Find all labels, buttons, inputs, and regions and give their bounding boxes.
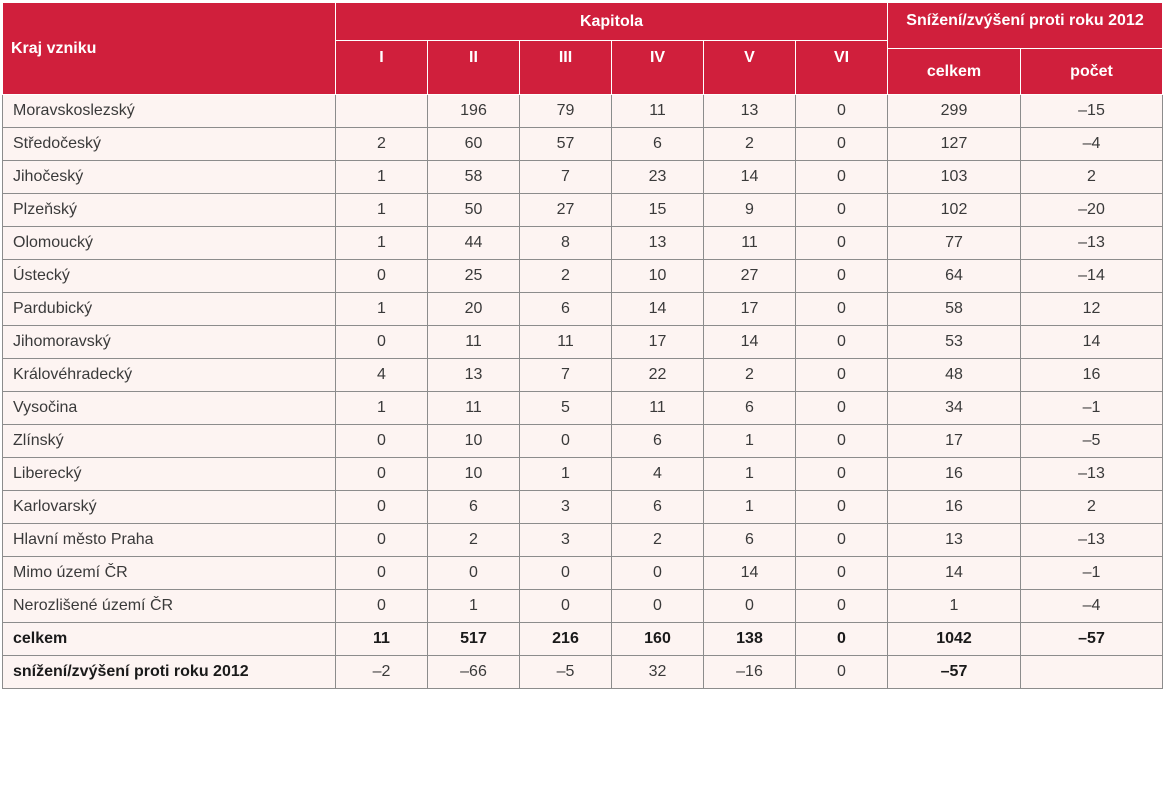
table-cell: 20 bbox=[428, 293, 520, 326]
table-cell: 53 bbox=[888, 326, 1021, 359]
table-cell: –5 bbox=[520, 656, 612, 689]
table-cell: 0 bbox=[796, 359, 888, 392]
table-cell: 0 bbox=[796, 392, 888, 425]
table-cell: 11 bbox=[612, 95, 704, 128]
table-cell: 11 bbox=[520, 326, 612, 359]
table-cell: –1 bbox=[1021, 557, 1163, 590]
table-cell: 10 bbox=[428, 425, 520, 458]
header-snizeni-zvyseni: Snížení/zvýšení proti roku 2012 bbox=[888, 3, 1163, 49]
table-row bbox=[3, 293, 1163, 326]
table-cell: 14 bbox=[1021, 326, 1163, 359]
table-cell: –20 bbox=[1021, 194, 1163, 227]
table-cell: 216 bbox=[520, 623, 612, 656]
table-cell: 0 bbox=[336, 458, 428, 491]
header-chapter-ii: II bbox=[428, 41, 520, 95]
table-cell: 0 bbox=[796, 524, 888, 557]
table-cell: 0 bbox=[336, 326, 428, 359]
table-cell: 3 bbox=[520, 524, 612, 557]
table-cell bbox=[336, 95, 428, 128]
table-cell: –13 bbox=[1021, 227, 1163, 260]
table-cell: 11 bbox=[704, 227, 796, 260]
table-cell: 77 bbox=[888, 227, 1021, 260]
table-cell: 15 bbox=[612, 194, 704, 227]
table-cell: 79 bbox=[520, 95, 612, 128]
row-label: celkem bbox=[3, 623, 336, 656]
table-cell: 1 bbox=[336, 392, 428, 425]
header-chapter-i: I bbox=[336, 41, 428, 95]
table-cell: 14 bbox=[704, 557, 796, 590]
table-cell: 0 bbox=[796, 425, 888, 458]
table-cell: 0 bbox=[796, 590, 888, 623]
header-chapter-vi: VI bbox=[796, 41, 888, 95]
table-cell: 10 bbox=[612, 260, 704, 293]
row-label: Plzeňský bbox=[3, 194, 336, 227]
table-cell: 16 bbox=[888, 458, 1021, 491]
table-header bbox=[3, 3, 1163, 95]
table-cell: 160 bbox=[612, 623, 704, 656]
table-cell: 27 bbox=[704, 260, 796, 293]
kraj-chapter-table bbox=[2, 2, 1163, 689]
table-body bbox=[3, 95, 1163, 689]
table-cell: 2 bbox=[428, 524, 520, 557]
table-cell: 0 bbox=[796, 491, 888, 524]
table-cell: 6 bbox=[612, 425, 704, 458]
table-cell: –4 bbox=[1021, 590, 1163, 623]
table-cell: 0 bbox=[796, 293, 888, 326]
table-cell: 48 bbox=[888, 359, 1021, 392]
header-pocet: počet bbox=[1021, 49, 1163, 95]
table-cell: 0 bbox=[428, 557, 520, 590]
table-cell: 12 bbox=[1021, 293, 1163, 326]
row-label: Moravskoslezský bbox=[3, 95, 336, 128]
table-cell: 11 bbox=[336, 623, 428, 656]
table-cell: 14 bbox=[704, 161, 796, 194]
table-cell: 23 bbox=[612, 161, 704, 194]
table-cell: 2 bbox=[336, 128, 428, 161]
table-row bbox=[3, 590, 1163, 623]
table-cell: 299 bbox=[888, 95, 1021, 128]
table-cell: 17 bbox=[704, 293, 796, 326]
table-cell: 60 bbox=[428, 128, 520, 161]
table-cell: 1 bbox=[704, 458, 796, 491]
row-label: Jihočeský bbox=[3, 161, 336, 194]
table-cell: 44 bbox=[428, 227, 520, 260]
table-cell: 0 bbox=[796, 326, 888, 359]
table-cell: 16 bbox=[888, 491, 1021, 524]
table-cell: –14 bbox=[1021, 260, 1163, 293]
table-cell: 14 bbox=[888, 557, 1021, 590]
table-cell: 6 bbox=[520, 293, 612, 326]
row-label: Mimo území ČR bbox=[3, 557, 336, 590]
table-cell: 6 bbox=[612, 491, 704, 524]
table-cell: –5 bbox=[1021, 425, 1163, 458]
table-cell: 5 bbox=[520, 392, 612, 425]
table-cell: –4 bbox=[1021, 128, 1163, 161]
table-cell: 127 bbox=[888, 128, 1021, 161]
table-cell: 0 bbox=[520, 425, 612, 458]
table-cell: 0 bbox=[796, 194, 888, 227]
table-cell: 0 bbox=[336, 557, 428, 590]
table-cell: 11 bbox=[428, 392, 520, 425]
table-cell: 0 bbox=[796, 557, 888, 590]
table-cell: 0 bbox=[612, 590, 704, 623]
table-cell: 103 bbox=[888, 161, 1021, 194]
table-cell: 1 bbox=[336, 194, 428, 227]
table-cell: 0 bbox=[796, 623, 888, 656]
row-label: Vysočina bbox=[3, 392, 336, 425]
table-cell: 0 bbox=[336, 260, 428, 293]
table-cell: 32 bbox=[612, 656, 704, 689]
table-row bbox=[3, 524, 1163, 557]
header-kraj-vzniku: Kraj vzniku bbox=[3, 3, 336, 95]
header-celkem: celkem bbox=[888, 49, 1021, 95]
table-cell: –66 bbox=[428, 656, 520, 689]
table-cell: 57 bbox=[520, 128, 612, 161]
table-cell: –2 bbox=[336, 656, 428, 689]
table-cell: 10 bbox=[428, 458, 520, 491]
table-cell: 64 bbox=[888, 260, 1021, 293]
table-row bbox=[3, 194, 1163, 227]
table-cell: 1 bbox=[704, 491, 796, 524]
row-label: Ústecký bbox=[3, 260, 336, 293]
table-cell: 0 bbox=[520, 590, 612, 623]
row-label: Pardubický bbox=[3, 293, 336, 326]
table-cell: –57 bbox=[888, 656, 1021, 689]
table-cell: 0 bbox=[336, 425, 428, 458]
row-label: snížení/zvýšení proti roku 2012 bbox=[3, 656, 336, 689]
row-label: Liberecký bbox=[3, 458, 336, 491]
change-row bbox=[3, 656, 1163, 689]
table-cell: 1 bbox=[520, 458, 612, 491]
table-cell: 2 bbox=[704, 359, 796, 392]
table-cell: 0 bbox=[612, 557, 704, 590]
row-label: Hlavní město Praha bbox=[3, 524, 336, 557]
table-cell: 2 bbox=[1021, 491, 1163, 524]
table-cell: –13 bbox=[1021, 524, 1163, 557]
table-cell: 14 bbox=[612, 293, 704, 326]
table-row bbox=[3, 392, 1163, 425]
table-cell: 14 bbox=[704, 326, 796, 359]
table-row bbox=[3, 491, 1163, 524]
table-cell: 196 bbox=[428, 95, 520, 128]
header-chapter-v: V bbox=[704, 41, 796, 95]
table-cell: 7 bbox=[520, 161, 612, 194]
table-cell: 517 bbox=[428, 623, 520, 656]
table-cell: –57 bbox=[1021, 623, 1163, 656]
table-cell: 25 bbox=[428, 260, 520, 293]
header-kapitola: Kapitola bbox=[336, 3, 888, 41]
header-chapter-iii: III bbox=[520, 41, 612, 95]
table-cell: 2 bbox=[704, 128, 796, 161]
table-cell: 4 bbox=[336, 359, 428, 392]
table-cell: 2 bbox=[612, 524, 704, 557]
table-cell: 2 bbox=[1021, 161, 1163, 194]
table-cell: 17 bbox=[888, 425, 1021, 458]
table-cell: 1 bbox=[336, 293, 428, 326]
table-cell: 17 bbox=[612, 326, 704, 359]
table-cell: 1 bbox=[428, 590, 520, 623]
table-cell: 138 bbox=[704, 623, 796, 656]
table-cell: –1 bbox=[1021, 392, 1163, 425]
table-cell bbox=[1021, 656, 1163, 689]
row-label: Olomoucký bbox=[3, 227, 336, 260]
table-cell: 13 bbox=[704, 95, 796, 128]
table-row bbox=[3, 458, 1163, 491]
table-cell: 0 bbox=[336, 590, 428, 623]
table-row bbox=[3, 128, 1163, 161]
row-label: Karlovarský bbox=[3, 491, 336, 524]
table-cell: 11 bbox=[612, 392, 704, 425]
table-cell: 34 bbox=[888, 392, 1021, 425]
table-cell: 6 bbox=[704, 524, 796, 557]
table-cell: 6 bbox=[704, 392, 796, 425]
table-cell: 1 bbox=[336, 161, 428, 194]
table-cell: 13 bbox=[612, 227, 704, 260]
table-cell: 27 bbox=[520, 194, 612, 227]
table-cell: –16 bbox=[704, 656, 796, 689]
table-cell: 13 bbox=[428, 359, 520, 392]
table-row bbox=[3, 326, 1163, 359]
table-cell: 6 bbox=[612, 128, 704, 161]
table-cell: 1 bbox=[888, 590, 1021, 623]
table-row bbox=[3, 95, 1163, 128]
table-cell: 1 bbox=[704, 425, 796, 458]
table-row bbox=[3, 260, 1163, 293]
table-row bbox=[3, 359, 1163, 392]
table-cell: 9 bbox=[704, 194, 796, 227]
table-cell: 22 bbox=[612, 359, 704, 392]
table-cell: 58 bbox=[428, 161, 520, 194]
table-cell: 16 bbox=[1021, 359, 1163, 392]
table-cell: 0 bbox=[796, 161, 888, 194]
total-row bbox=[3, 623, 1163, 656]
row-label: Královéhradecký bbox=[3, 359, 336, 392]
table-cell: 0 bbox=[336, 491, 428, 524]
row-label: Zlínský bbox=[3, 425, 336, 458]
table-cell: 1042 bbox=[888, 623, 1021, 656]
table-cell: 7 bbox=[520, 359, 612, 392]
table-cell: 4 bbox=[612, 458, 704, 491]
table-cell: 58 bbox=[888, 293, 1021, 326]
table-cell: 0 bbox=[796, 656, 888, 689]
table-cell: 0 bbox=[520, 557, 612, 590]
table-cell: 3 bbox=[520, 491, 612, 524]
table-cell: –13 bbox=[1021, 458, 1163, 491]
table-cell: 11 bbox=[428, 326, 520, 359]
header-chapter-iv: IV bbox=[612, 41, 704, 95]
table-cell: 0 bbox=[704, 590, 796, 623]
row-label: Středočeský bbox=[3, 128, 336, 161]
row-label: Nerozlišené území ČR bbox=[3, 590, 336, 623]
table-cell: 0 bbox=[336, 524, 428, 557]
table-cell: 8 bbox=[520, 227, 612, 260]
table-cell: 0 bbox=[796, 95, 888, 128]
table-cell: 6 bbox=[428, 491, 520, 524]
table-cell: 0 bbox=[796, 260, 888, 293]
table-cell: –15 bbox=[1021, 95, 1163, 128]
table-row bbox=[3, 227, 1163, 260]
table-cell: 0 bbox=[796, 128, 888, 161]
row-label: Jihomoravský bbox=[3, 326, 336, 359]
table-row bbox=[3, 425, 1163, 458]
table-cell: 1 bbox=[336, 227, 428, 260]
table-row bbox=[3, 161, 1163, 194]
table-row bbox=[3, 557, 1163, 590]
table-cell: 2 bbox=[520, 260, 612, 293]
table-cell: 0 bbox=[796, 227, 888, 260]
table-cell: 50 bbox=[428, 194, 520, 227]
table-cell: 0 bbox=[796, 458, 888, 491]
table-cell: 13 bbox=[888, 524, 1021, 557]
table-cell: 102 bbox=[888, 194, 1021, 227]
